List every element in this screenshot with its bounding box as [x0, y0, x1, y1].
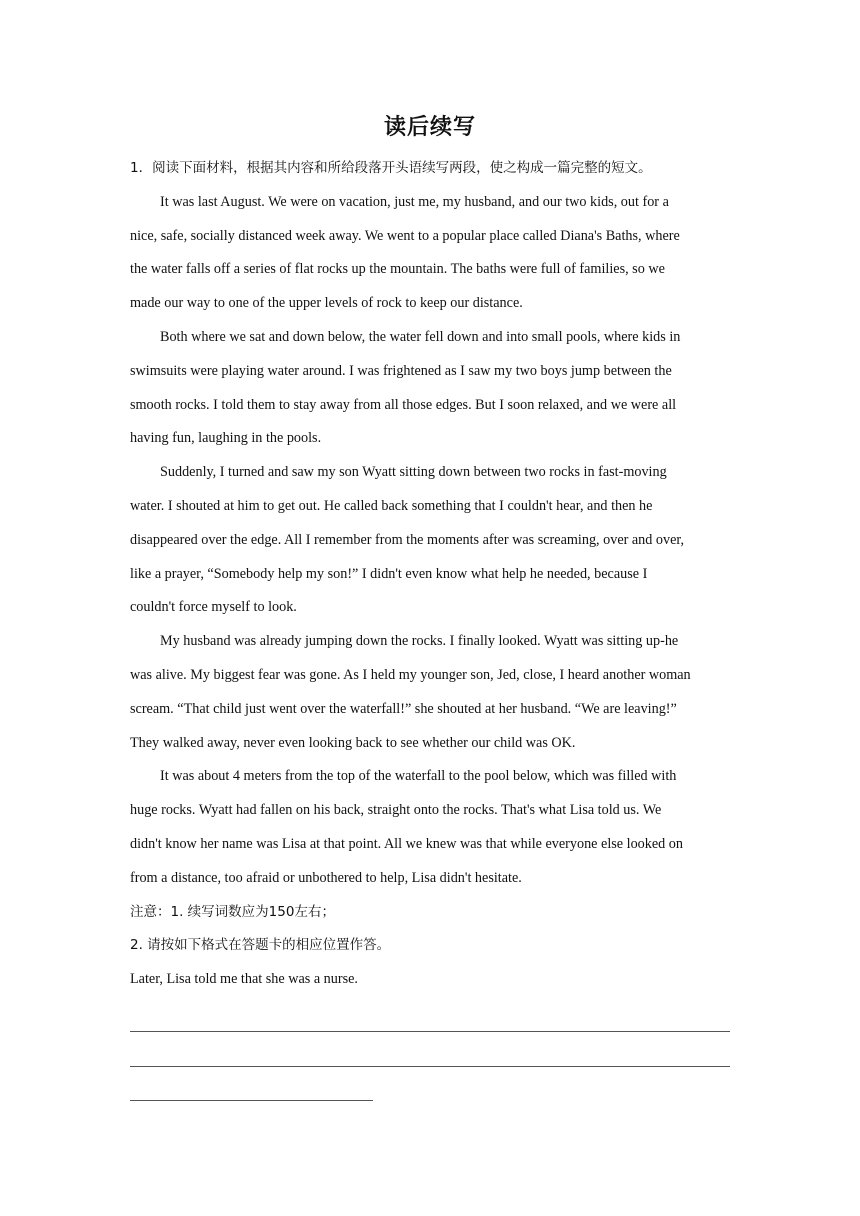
paragraph-line: My husband was already jumping down the rocks. I finally looked. Wyatt was sitting up-he: [160, 633, 679, 650]
paragraph-line: huge rocks. Wyatt had fallen on his back, straight onto the rocks. That's what Lisa told us. We: [130, 802, 662, 819]
continuation-prompt: Later, Lisa told me that she was a nurse.: [130, 971, 358, 988]
answer-line-1: [130, 997, 730, 1032]
paragraph-line: was alive. My biggest fear was gone. As I held my younger son, Jed, close, I heard another woman: [130, 666, 691, 683]
task-instruction: 1．阅读下面材料，根据其内容和所给段落开头语续写两段，使之构成一篇完整的短文。: [130, 160, 652, 176]
paragraph-line: disappeared over the edge. All I remember from the moments after was screaming, over and over,: [130, 531, 685, 548]
paragraph-5: [130, 760, 730, 895]
paragraph-3: [130, 456, 730, 625]
paragraph-line: It was about 4 meters from the top of the waterfall to the pool below, which was filled with: [160, 768, 677, 785]
paragraph-line: It was last August. We were on vacation, just me, my husband, and our two kids, out for a: [160, 193, 669, 210]
paragraph-line: They walked away, never even looking back to see whether our child was OK.: [130, 734, 576, 751]
paragraph-line: like a prayer, “Somebody help my son!” I didn't even know what help he needed, because I: [130, 565, 648, 582]
paragraph-2: [130, 321, 730, 456]
paragraph-line: scream. “That child just went over the waterfall!” she shouted at her husband. “We are leaving!”: [130, 700, 677, 717]
note-format: 2. 请按如下格式在答题卡的相应位置作答。: [130, 937, 391, 954]
paragraph-line: nice, safe, socially distanced week away. We went to a popular place called Diana's Baths, where: [130, 227, 680, 244]
paragraph-line: having fun, laughing in the pools.: [130, 430, 322, 447]
document-page: [130, 112, 730, 1101]
paragraph-line: made our way to one of the upper levels of rock to keep our distance.: [130, 295, 523, 312]
answer-line-3: [130, 1067, 373, 1102]
paragraph-line: smooth rocks. I told them to stay away from all those edges. But I soon relaxed, and we were all: [130, 396, 677, 413]
note-word-count: 注意：1. 续写词数应为150左右；: [130, 903, 335, 920]
paragraph-line: Both where we sat and down below, the water fell down and into small pools, where kids in: [160, 328, 681, 345]
paragraph-line: from a distance, too afraid or unbothered to help, Lisa didn't hesitate.: [130, 869, 522, 886]
answer-line-2: [130, 1032, 730, 1067]
paragraph-1: [130, 186, 730, 321]
paragraph-line: water. I shouted at him to get out. He called back something that I couldn't hear, and then he: [130, 497, 653, 514]
paragraph-line: couldn't force myself to look.: [130, 599, 297, 616]
paragraph-line: the water falls off a series of flat rocks up the mountain. The baths were full of families, so we: [130, 261, 665, 278]
paragraph-line: Suddenly, I turned and saw my son Wyatt sitting down between two rocks in fast-moving: [160, 464, 667, 481]
paragraph-line: didn't know her name was Lisa at that point. All we knew was that while everyone else looked on: [130, 835, 683, 852]
paragraph-line: swimsuits were playing water around. I was frightened as I saw my two boys jump between the: [130, 362, 672, 379]
page-title: 读后续写: [383, 115, 476, 140]
paragraph-4: [130, 625, 730, 760]
